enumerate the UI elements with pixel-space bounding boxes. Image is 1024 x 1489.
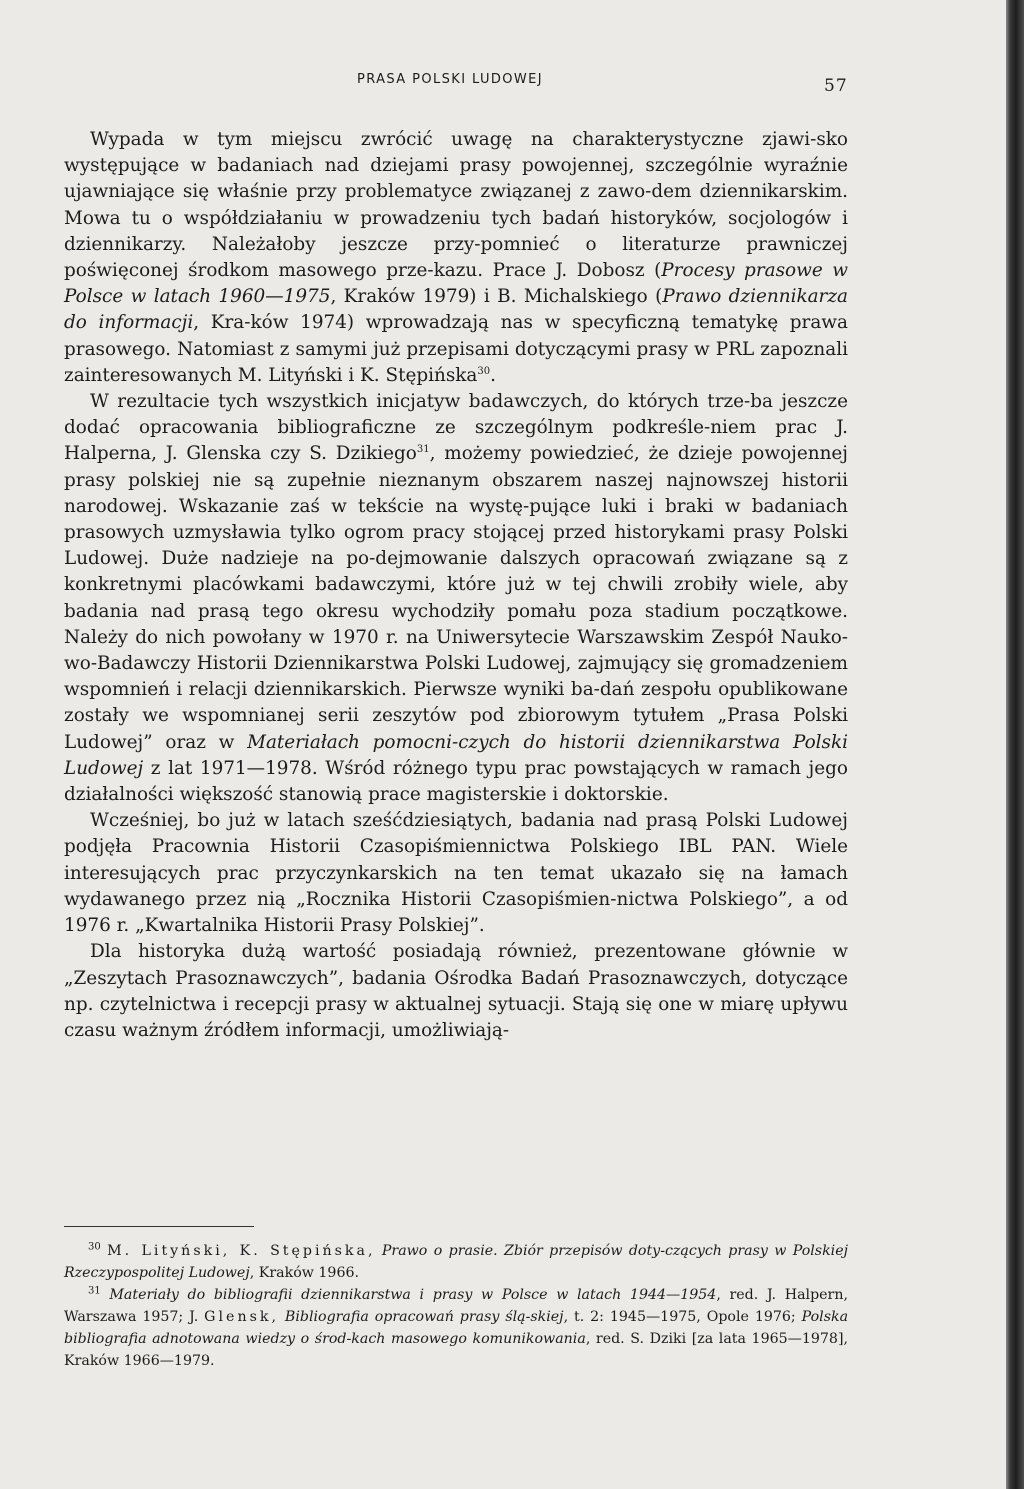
footnote-31-part-2: , red. J. Halpern, Warszawa 1957; J.	[64, 1287, 848, 1325]
footnote-31-number: 31	[88, 1285, 101, 1297]
footnote-31-part-4: , red. S. Dziki [za lata 1965—1978], Kraków 1966—1979.	[64, 1331, 848, 1369]
page-number: 57	[824, 76, 848, 96]
footnote-separator	[64, 1226, 254, 1227]
running-head: PRASA POLSKI LUDOWEJ	[356, 72, 544, 87]
paragraph-2	[64, 389, 848, 808]
paragraph-1-text-f: .	[490, 364, 496, 386]
paragraph-2-text-a: W rezultacie tych wszystkich inicjatyw badawczych, do których trze-ba jeszcze dodać opracowania bibliograficzne ze szczególnym podkreśle-niem prac J. Halperna, J. Glenska czy S. Dzikiego	[64, 391, 848, 465]
footnote-ref-30: 30	[477, 365, 491, 377]
paragraph-1-text-c: , Kraków 1979) i B. Michalskiego (	[330, 286, 663, 308]
footnotes	[64, 1240, 848, 1372]
paragraph-4: Dla historyka dużą wartość posiadają również, prezentowane głównie w „Zeszytach Prasoznawczych”, badania Ośrodka Badań Prasoznawczych, dotyczące np. czytelnictwa i recepcji prasy w aktualnej sytuacji. Stają się one w miarę upływu czasu ważnym źródłem informacji, umożliwiają-	[64, 941, 848, 1041]
footnote-30-rest: , Kraków 1966.	[249, 1265, 360, 1281]
footnote-31-author-2: Glensk,	[204, 1309, 279, 1325]
footnote-31	[64, 1284, 848, 1372]
book-title-procesy-prasowe: Procesy prasowe w Polsce w latach 1960—1975	[64, 260, 848, 308]
footnote-31-part-3: , t. 2: 1945—1975, Opole 1976;	[563, 1309, 796, 1325]
footnote-30-number: 30	[88, 1241, 101, 1253]
body-text	[64, 127, 848, 1044]
paragraph-1	[64, 127, 848, 389]
series-title-materialy: Materiałach pomocni-czych do historii dziennikarstwa Polski Ludowej	[64, 731, 848, 779]
page-header	[0, 62, 1006, 102]
footnote-30-title: Prawo o prasie. Zbiór przepisów doty-czących prasy w Polskiej Rzeczypospolitej Ludowej	[64, 1243, 849, 1281]
paragraph-2-text-d: z lat 1971—1978. Wśród różnego typu prac powstających w ramach jego działalności większość stanowią prace magisterskie i doktorskie.	[64, 757, 848, 806]
paragraph-3: Wcześniej, bo już w latach sześćdziesiątych, badania nad prasą Polski Ludowej podjęła Pracownia Historii Czasopiśmiennictwa Polskiego IBL PAN. Wiele interesujących prac przyczynkarskich na ten temat ukazało się na łamach wydawanego przez nią „Rocznika Historii Czasopiśmien-nictwa Polskiego”, a od 1976 r. „Kwartalnika Historii Prasy Polskiej”.	[64, 810, 848, 937]
footnote-31-title-3: Polska bibliografia adnotowana wiedzy o środ-kach masowego komunikowania	[64, 1309, 849, 1347]
footnote-30-author: M. Lityński, K. Stępińska,	[107, 1243, 376, 1259]
book-title-prawo-dziennikarza: Prawo dziennikarza do informacji	[64, 286, 849, 334]
paragraph-1-text-a: Wypada w tym miejscu zwrócić uwagę na charakterystyczne zjawi-sko występujące w badaniach nad dziejami prasy powojennej, szczególnie wyraźnie ujawniające się właśnie przy problematyce związanej z zawo-dem dziennikarskim. Mowa tu o współdziałaniu w prowadzeniu tych badań historyków, socjologów i dziennikarzy. Należałoby jeszcze przy-pomnieć o literaturze prawniczej poświęconej środkom masowego prze-kazu. Prace J. Dobosz (	[64, 129, 848, 282]
footnote-30	[64, 1240, 848, 1284]
paragraph-1-text-e: , Kra-ków 1974) wprowadzają nas w specyficzną tematykę prawa prasowego. Natomiast z samymi już przepisami dotyczącymi prasy w PRL zapoznali zainteresowanych M. Lityński i K. Stępińska	[64, 312, 848, 386]
paragraph-2-text-b: , możemy powiedzieć, że dzieje powojennej prasy polskiej nie są zupełnie nieznanym obszarem naszej najnowszej historii narodowej. Wskazanie zaś w tekście na wystę-pujące luki i braki w badaniach prasowych uzmysławia tylko ogrom pracy stojącej przed historykami prasy Polski Ludowej. Duże nadzieje na po-dejmowanie dalszych opracowań związane są z konkretnymi placówkami badawczymi, które już w tej chwili zrobiły wiele, aby badania nad prasą tego okresu wychodziły pomału poza stadium początkowe. Należy do nich powołany w 1970 r. na Uniwersytecie Warszawskim Zespół Nauko-wo-Badawczy Historii Dziennikarstwa Polski Ludowej, zajmujący się gromadzeniem wspomnień i relacji dziennikarskich. Pierwsze wyniki ba-dań zespołu opublikowane zostały we wspomnianej serii zeszytów pod zbiorowym tytułem „Prasa Polski Ludowej” oraz w	[64, 443, 848, 753]
page-edge-shadow	[1006, 0, 1024, 1489]
footnote-31-title-2: Bibliografia opracowań prasy ślą-skiej	[284, 1309, 564, 1325]
footnote-31-title-1: Materiały do bibliografii dziennikarstwa i prasy w Polsce w latach 1944—1954	[109, 1287, 717, 1303]
footnote-ref-31: 31	[416, 444, 430, 456]
